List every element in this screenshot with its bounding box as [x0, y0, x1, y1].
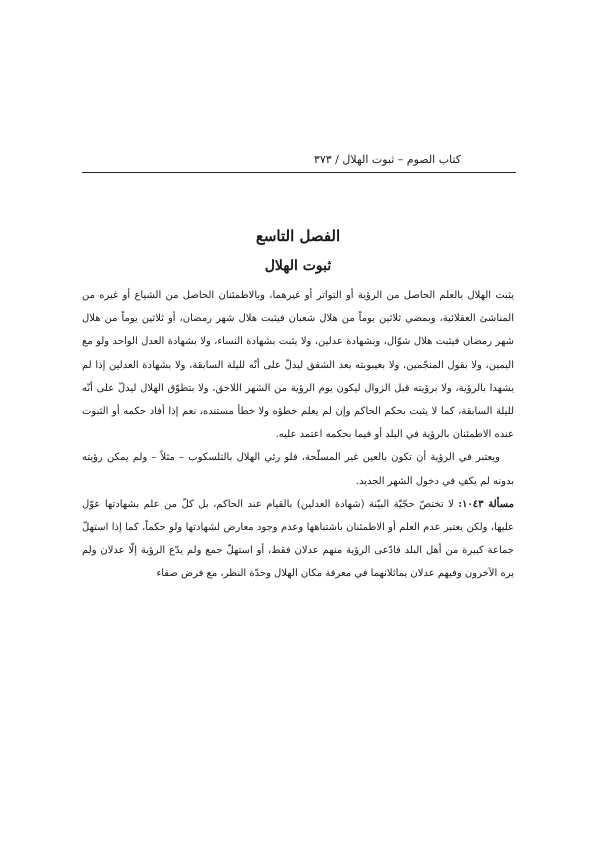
issue-label: مسألة ١٠٤٣:	[458, 498, 515, 510]
issue-paragraph	[82, 493, 514, 586]
issue-text: لا تختصّ حجّيّة البيّنة (شهادة العدلين) بالقيام عند الحاكم، بل كلّ من علم بشهادتها عوّل عليها، ولكن يعتبر عدم العلم أو الاطمئنان باشتباهها وعدم وجود معارض لشهادتها ولو حكماً، كما إذا استهلّ جماعة كبيرة من أهل البلد فادّعى الرؤية منهم عدلان فقط، أو استهلّ جمع ولم يدّع الرؤية إلّا عدلان ولم يره الآخرون وفيهم عدلان يماثلانهما في معرفة مكان الهلال وحدّة النظر، مع فرض صفاء	[82, 498, 514, 580]
header-divider	[82, 172, 516, 173]
chapter-title: الفصل التاسع	[255, 227, 341, 245]
paragraph-1: يثبت الهلال بالعلم الحاصل من الرؤية أو التواتر أو غيرهما، وبالاطمئنان الحاصل من الشياع أو غيره من المناشئ العقلائية، وبمضي ثلاثين يوماً من هلال شعبان فيثبت هلال شهر رمضان، أو ثلاثين يوماً من هلال شهر رمضان فيثبت هلال شوّال، وبشهادة عدلين، ولا يثبت بشهادة النساء، ولا بشهادة العدل الواحد ولو مع اليمين، ولا بقول المنجّمين، ولا بغيبوبته بعد الشفق ليدلّ على أنّه لليلة السابقة، ولا بشهادة العدلين إذا لم يشهدا بالرؤية، ولا برؤيته قبل الزوال ليكون يوم الرؤية من الشهر اللاحق، ولا بتطوّق الهلال ليدلّ على أنّه لليلة السابقة، كما لا يثبت بحكم الحاكم وإن لم يعلم خطؤه ولا خطأ مستنده، نعم إذا أفاد حكمه أو الثبوت عنده الاطمئنان بالرؤية في البلد أو فيما بحكمه اعتمد عليه.	[82, 290, 514, 441]
body-text	[82, 284, 514, 586]
paragraph-2: ويعتبر في الرؤية أن تكون بالعين غير المسلّحة، فلو رئي الهلال بالتلسكوب – مثلاً – ولم يمكن رؤيته بدونه لم يكفِ في دخول الشهر الجديد.	[82, 452, 514, 487]
section-title: ثبوت الهلال	[264, 258, 332, 274]
running-header: كتاب الصوم – ثبوت الهلال / ٣٧٣	[313, 153, 461, 166]
